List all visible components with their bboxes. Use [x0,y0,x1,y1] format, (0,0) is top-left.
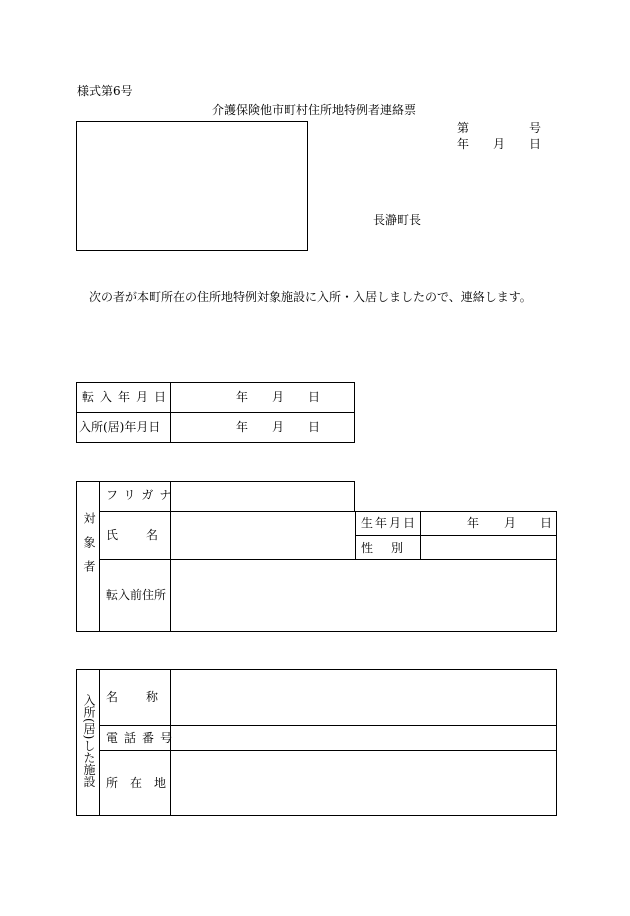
move-in-date-label: 転入年月日 [82,390,173,404]
move-in-day: 日 [308,390,321,404]
birth-date-label: 生年月日 [361,516,418,530]
page-title: 介護保険他市町村住所地特例者連絡票 [212,103,417,117]
number-dai-label: 第 [457,121,470,135]
subject-group-label: 対象者 [82,512,96,584]
previous-address-label: 転入前住所 [106,588,167,602]
gender-label: 性別 [361,541,422,555]
name-label: 氏名 [106,528,187,542]
admission-month: 月 [272,420,285,434]
birth-year: 年 [467,516,480,530]
admission-date-label: 入所(居)年月日 [79,420,161,434]
number-go-label: 号 [529,121,542,135]
furigana-label: フリガナ [106,488,178,502]
facility-group-label: 入所(居)した施設 [82,694,96,788]
date-month-label: 月 [493,137,506,151]
admission-day: 日 [308,420,321,434]
birth-month: 月 [504,516,517,530]
facility-address-label: 所在地 [106,776,179,790]
move-in-month: 月 [272,390,285,404]
date-day-label: 日 [529,137,542,151]
facility-name-label: 名称 [106,690,187,704]
admission-year: 年 [236,420,249,434]
birth-day: 日 [540,516,553,530]
facility-phone-label: 電話番号 [106,731,179,745]
notification-message: 次の者が本町所在の住所地特例対象施設に入所・入居しましたので、連絡します。 [89,290,532,304]
stamp-box [76,121,308,251]
recipient: 長瀞町長 [373,213,422,227]
date-year-label: 年 [457,137,470,151]
form-number: 様式第6号 [77,84,133,98]
move-in-year: 年 [236,390,249,404]
